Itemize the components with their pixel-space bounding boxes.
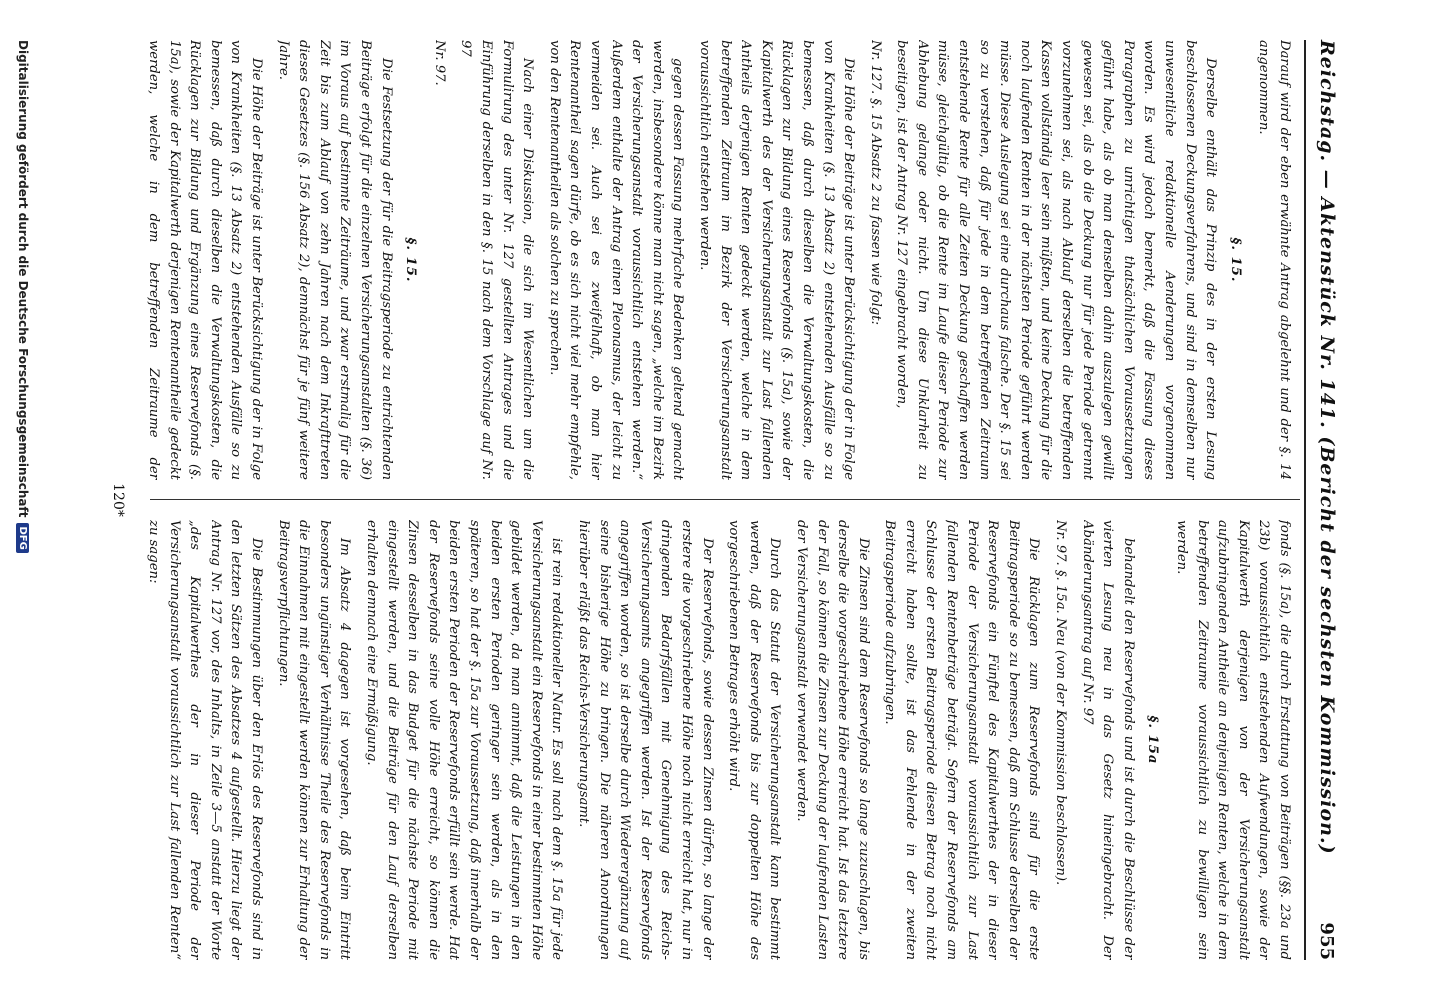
paragraph: Die Höhe der Beiträge ist unter Berücksichtigung der in Folge von Krankheiten (§. 13 Absatz 2) entstehenden Ausfälle so zu bemessen, daß durch dieselben die Verwaltungskosten, die Rücklagen zur Bildung und Ergänzung eines Reservefonds (§. 15a), sowie der Kapitalwerth derjenigen Rentenantheile gedeckt werden, welche in dem betreffenden Zeitraume der <box>146 40 265 480</box>
header-rule <box>1304 40 1306 960</box>
paragraph: Der Reservefonds, sowie dessen Zinsen dürfen, so lange der erstere die vorgeschriebene Höhe noch nicht erreicht hat, nur in dringenden Bedarfsfällen mit Genehmigung des Reichs-Versicherungsamts angegriffen werden. Ist der Reservefonds angegriffen worden, so ist derselbe durch Wiederergänzung auf seine bisherige Höhe zu bringen. Die näheren Anordnungen hierüber erläßt das Reichs-Versicherungsamt. <box>576 520 715 960</box>
paragraph: behandelt den Reservefonds und ist durch die Beschlüsse der vierten Lesung neu in das Gesetz hineingebracht. Der Abänderungsantrag auf Nr. 97 <box>1079 520 1136 960</box>
paragraph: Die Festsetzung der für die Beitragsperiode zu entrichtenden Beiträge erfolgt für die einzelnen Versicherungsanstalten (§. 36) im Voraus auf bestimmte Zeiträume, und zwar erstmalig für die Zeit bis zum Ablauf von zehn Jahren nach dem Inkrafttreten dieses Gesetzes (§. 156 Absatz 2), demnächst für je fünf weitere Jahre. <box>275 40 394 480</box>
paragraph: Die Zinsen sind dem Reservefonds so lange zuzuschlagen, bis derselbe die vorgeschriebene Höhe erreicht hat. Ist das letztere der Fall, so können die Zinsen zur Deckung der laufenden Lasten der Versicherungsanstalt verwendet werden. <box>793 520 871 960</box>
paragraph: Die Bestimmungen über den Erlös des Reservefonds sind in den letzten Sätzen des Absatzes 4 aufgestellt. Hierzu liegt der Antrag Nr. 127 vor, des Inhalts, in Zeile 3—5 anstatt der Worte „des Kapitalwerthes der in dieser Periode der Versicherungsanstalt voraussichtlich zur Last fallenden Renten“ zu sagen: <box>146 520 265 960</box>
paragraph: Durch das Statut der Versicherungsanstalt kann bestimmt werden, daß der Reservefonds bis zur doppelten Höhe des vorgeschriebenen Betrages erhöht wird. <box>726 520 783 960</box>
paragraph: Im Absatz 4 dagegen ist vorgesehen, daß beim Eintritt besonders ungünstiger Verhältnisse Theile des Reservefonds in die Einnahmen mit eingestellt werden können zur Erhaltung der Beitragsverpflichtungen. <box>275 520 353 960</box>
section-heading: §. 15. <box>1227 237 1243 283</box>
paragraph: ist rein redaktioneller Natur. Es soll nach dem §. 15a für jede Versicherungsanstalt ein Reservefonds in einer bestimmten Höhe gebildet werden, da man annimmt, daß die Leistungen in den beiden ersten Perioden geringer sein werden, als in den späteren, so hat der §. 15a zur Voraussetzung, daß innerhalb der beiden ersten Perioden der Reservefonds erfüllt sein werde. Hat der Reservefonds seine volle Höhe erreicht, so können die Zinsen desselben in das Budget für die nächste Periode mit eingestellt werden, und die Beiträge für den Lauf derselben erhalten demnach eine Ermäßigung. <box>364 520 565 960</box>
digitization-text: Digitalisierung gefördert durch die Deutsche Forschungsgemeinschaft <box>16 40 30 518</box>
digitization-note <box>12 40 34 960</box>
running-head: Reichstag. — Aktenstück Nr. 141. (Bericht der sechsten Kommission.) <box>1316 40 1338 855</box>
section-heading: §. 15a <box>1145 715 1161 765</box>
section-heading: §. 15. <box>403 237 419 283</box>
right-column <box>144 520 1294 960</box>
page-number: 955 <box>1316 922 1338 960</box>
paragraph: Derselbe enthält das Prinzip des in der ersten Lesung beschlossenen Deckungsverfahrens, und sind in demselben nur unwesentliche redaktionelle Aenderungen vorgenommen worden. Es wird jedoch bemerkt, daß die Fassung dieses Paragraphen zu unrichtigen thatsächlichen Voraussetzungen geführt habe, als ob man denselben dahin auszulegen gewillt gewesen sei, als ob die Deckung nur für jede Periode getrennt vorzunehmen sei, als nach Ablauf derselben die betreffenden Kassen vollständig leer sein müßten, und keine Deckung für die noch laufenden Renten in der nächsten Periode geführt werden müsse. Diese Auslegung sei eine durchaus falsche. Der §. 15 sei so zu verstehen, daß für jede in dem betreffenden Zeitraum entstehende Rente für alle Zeiten Deckung geschaffen werden müsse, gleichgültig, ob die Rente im Laufe dieser Periode zur Abhebung gelange oder nicht. Um diese Unklarheit zu beseitigen, ist der Antrag Nr. 127 eingebracht worden, <box>894 40 1219 480</box>
paragraph: Die Höhe der Beiträge ist unter Berücksichtigung der in Folge von Krankheiten (§. 13 Absatz 2) entstehenden Ausfälle so zu bemessen, daß durch dieselben die Verwaltungskosten, die Rücklagen zur Bildung eines Reservefonds (§. 15a), sowie der Kapitalwerth des der Versicherungsanstalt zur Last fallenden Antheils derjenigen Renten gedeckt werden, welche in dem betreffenden Zeitraum im Bezirk der Versicherungsanstalt voraussichtlich entstehen werden. <box>696 40 857 480</box>
paragraph: Nr. 97. §. 15a. Neu (von der Kommission beschlossen). <box>1053 520 1069 886</box>
paragraph: Nach einer Diskussion, die sich im Wesentlichen um die Formulirung des unter Nr. 127 gestellten Antrages und die Einführung derselben in den §. 15 nach dem Vorschlage auf Nr. 97 <box>458 40 536 480</box>
paragraph: Darauf wird der eben erwähnte Antrag abgelehnt und der §. 14 angenommen. <box>1256 40 1292 480</box>
dfg-logo: DFG <box>17 523 30 552</box>
paragraph: Die Rücklagen zum Reservefonds sind für die erste Beitragsperiode so zu bemessen, daß am Schlusse derselben der Reservefonds ein Fünftel des Kapitalwerthes der in dieser Periode der Versicherungsanstalt voraussichtlich zur Last fallenden Rentenbeträge beträgt. Sofern der Reservefonds am Schlusse der ersten Beitragsperiode diesen Betrag noch nicht erreicht haben sollte, ist das Fehlende in der zweiten Beitragsperiode aufzubringen. <box>882 520 1042 960</box>
paragraph: fonds (§. 15a), die durch Erstattung von Beiträgen (§§. 23a und 23b) voraussichtlich entstehenden Aufwendungen, sowie der Kapitalwerth derjenigen von der Versicherungsanstalt aufzubringenden Antheile an denjenigen Renten, welche in dem betreffenden Zeitraume voraussichtlich zu bewilligen sein werden. <box>1174 520 1292 960</box>
paragraph: Nr. 97. <box>431 40 447 86</box>
paragraph: gegen dessen Fassung mehrfache Bedenken geltend gemacht werden, insbesondere könne man nicht sagen, „welche im Bezirk der Versicherungsanstalt voraussichtlich entstehen werden.“ Außerdem enthalte der Antrag einen Pleonasmus, der leicht zu vermeiden sei. Auch sei es zweifelhaft, ob man hier Rentenantheil sagen dürfe, ob es sich nicht viel mehr empfehle, von den Rentenantheilen als solchen zu sprechen. <box>546 40 686 480</box>
left-column <box>144 40 1294 480</box>
paragraph: Nr. 127. §. 15 Absatz 2 zu fassen wie folgt: <box>867 40 883 326</box>
page-header <box>1310 40 1344 960</box>
signature-mark: 120* <box>110 483 126 517</box>
column-divider <box>150 499 1300 500</box>
